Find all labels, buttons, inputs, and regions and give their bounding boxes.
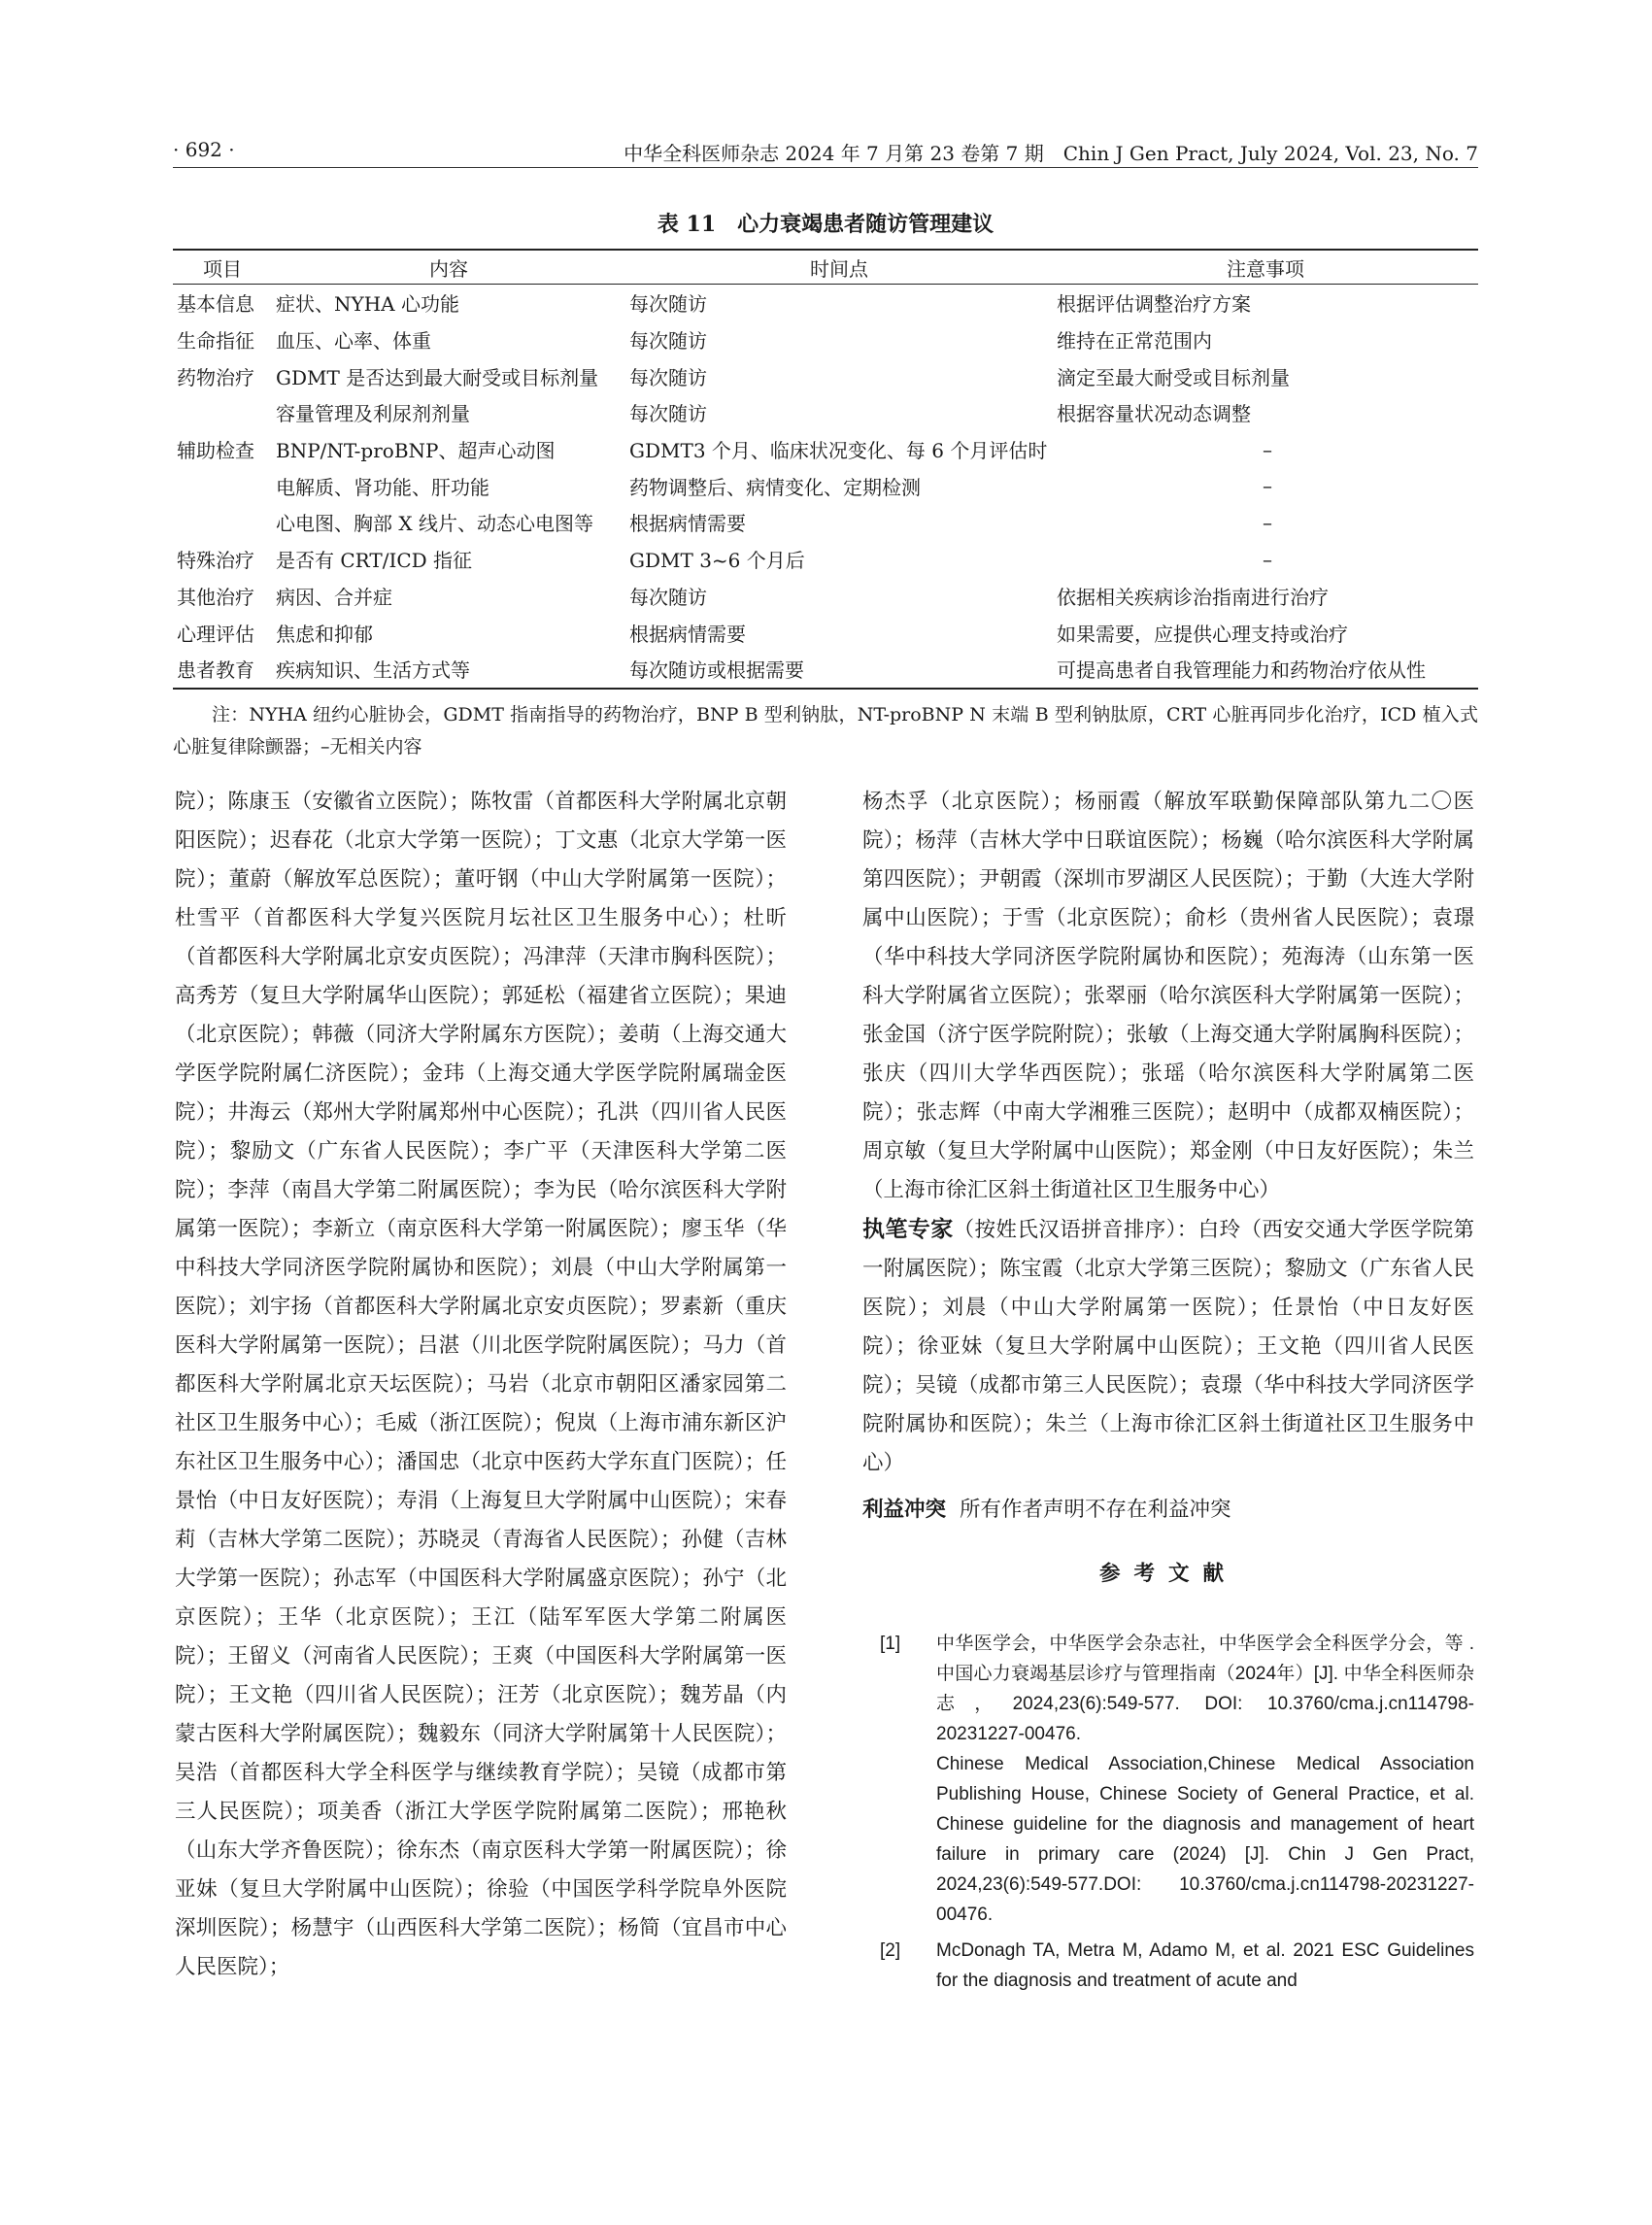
- conflict-statement: [862, 1491, 1474, 1530]
- table-cell-timepoint: 每次随访: [629, 292, 707, 317]
- table-cell-timepoint: 每次随访: [629, 365, 707, 389]
- table-cell-timepoint: 每次随访: [629, 402, 707, 426]
- column-header: 内容: [272, 250, 625, 285]
- table-cell-content: 血压、心率、体重: [276, 329, 431, 354]
- table-cell-content: 容量管理及利尿剂剂量: [276, 402, 470, 426]
- table-cell-notes: 维持在正常范围内: [1057, 329, 1212, 354]
- table-cell-item: 药物治疗: [177, 365, 254, 389]
- references-heading: 参考文献: [1098, 1562, 1237, 1586]
- author-list-text: 院）；陈康玉（安徽省立医院）；陈牧雷（首都医科大学附属北京朝阳医院）；迟春花（北京大学第一医院）；丁文惠（北京大学第一医院）；董蔚（解放军总医院）；董吁钢（中山大学附属第一医院）；杜雪平（首都医科大学复兴医院月坛社区卫生服务中心）；杜昕（首都医科大学附属北京安贞医院）；冯津萍（天津市胸科医院）；高秀芳（复旦大学附属华山医院）；郭延松（福建省立医院）；果迪（北京医院）；韩薇（同济大学附属东方医院）；姜萌（上海交通大学医学院附属仁济医院）；金玮（上海交通大学医学院附属瑞金医院）；井海云（郑州大学附属郑州中心医院）；孔洪（四川省人民医院）；黎励文（广东省人民医院）；李广平（天津医科大学第二医院）；李萍（南昌大学第二附属医院）；李为民（哈尔滨医科大学附属第一医院）；李新立（南京医科大学第一附属医院）；廖玉华（华中科技大学同济医学院附属协和医院）；刘晨（中山大学附属第一医院）；刘宇扬（首都医科大学附属北京安贞医院）；罗素新（重庆医科大学附属第一医院）；吕湛（川北医学院附属医院）；马力（首都医科大学附属北京天坛医院）；马岩（北京市朝阳区潘家园第二社区卫生服务中心）；毛威（浙江医院）；倪岚（上海市浦东新区沪东社区卫生服务中心）；潘国忠（北京中医药大学东直门医院）；任景怡（中日友好医院）；寿涓（上海复旦大学附属中山医院）；宋春莉（吉林大学第二医院）；苏晓灵（青海省人民医院）；孙健（吉林大学第一医院）；孙志军（中国医科大学附属盛京医院）；孙宁（北京医院）；王华（北京医院）；王江（陆军军医大学第二附属医院）；王留义（河南省人民医院）；王爽（中国医科大学附属第一医院）；王文艳（四川省人民医院）；汪芳（北京医院）；魏芳晶（内蒙古医科大学附属医院）；魏毅东（同济大学附属第十人民医院）；吴浩（首都医科大学全科医学与继续教育学院）；吴镜（成都市第三人民医院）；项美香（浙江大学医学院附属第二医院）；邢艳秋（山东大学齐鲁医院）；徐东杰（南京医科大学第一附属医院）；徐亚妹（复旦大学附属中山医院）；徐验（中国医学科学院阜外医院深圳医院）；杨慧宇（山西医科大学第二医院）；杨简（宜昌市中心人民医院）；: [175, 790, 787, 1979]
- reference-text-zh: 中华医学会，中华医学会杂志社，中华医学会全科医学分会，等 . 中国心力衰竭基层诊疗与管理指南（2024年）[J]. 中华全科医师杂志，2024,23(6):549-577. DOI: 10.3760/cma.j.cn114798-20231227-00476.: [936, 1634, 1474, 1744]
- table-cell-item: [173, 467, 272, 504]
- table-cell-item: 特殊治疗: [177, 549, 254, 573]
- table-cell-item: 辅助检查: [177, 439, 254, 463]
- table-cell-notes: 如果需要，应提供心理支持或治疗: [1057, 622, 1348, 646]
- table-cell-timepoint: 每次随访: [629, 329, 707, 354]
- right-column: [862, 783, 1474, 2002]
- conflict-text: 所有作者声明不存在利益冲突: [960, 1498, 1231, 1522]
- table-title: 表 11 心力衰竭患者随访管理建议: [657, 212, 995, 237]
- column-header: 时间点: [625, 250, 1053, 285]
- table-row: [173, 321, 1478, 358]
- table-cell-notes: –: [1263, 510, 1272, 534]
- reference-text-en: Chinese Medical Association,Chinese Medical Association Publishing House, Chinese Society of General Practice, et al. Chinese guideline for the diagnosis and management of heart failure in primary care (2024) [J]. Chin J Gen Pract, 2024,23(6):549-577.DOI: 10.3760/cma.j.cn114798-20231227-00476.: [936, 1754, 1474, 1925]
- table-cell-timepoint: GDMT 3~6 个月后: [629, 549, 805, 573]
- table-cell-timepoint: 药物调整后、病情变化、定期检测: [629, 475, 921, 499]
- column-header: 注意事项: [1053, 250, 1478, 285]
- table-note: 注：NYHA 纽约心脏协会，GDMT 指南指导的药物治疗，BNP B 型利钠肽，NT-proBNP N 末端 B 型利钠肽原，CRT 心脏再同步化治疗，ICD 植入式心脏复律除颤器；–无相关内容: [173, 704, 1478, 758]
- writers-heading: 执笔专家: [862, 1217, 954, 1242]
- table-cell-item: 心理评估: [177, 622, 254, 646]
- table-cell-item: [173, 394, 272, 431]
- table-cell-notes: 滴定至最大耐受或目标剂量: [1057, 365, 1290, 389]
- table-cell-item: 生命指征: [177, 329, 254, 354]
- table-cell-notes: 根据容量状况动态调整: [1057, 402, 1251, 426]
- table-row: [173, 504, 1478, 541]
- table-row: [173, 651, 1478, 689]
- table-cell-notes: 可提高患者自我管理能力和药物治疗依从性: [1057, 658, 1426, 683]
- table-cell-content: 症状、NYHA 心功能: [276, 292, 459, 317]
- table-cell-timepoint: 每次随访: [629, 585, 707, 609]
- table-cell-timepoint: 每次随访或根据需要: [629, 658, 804, 683]
- column-header: 项目: [173, 250, 272, 285]
- table-cell-content: 焦虑和抑郁: [276, 622, 373, 646]
- reference-list: [862, 1629, 1474, 1996]
- reference-item: [862, 1936, 1474, 1996]
- table-cell-content: 是否有 CRT/ICD 指征: [276, 549, 473, 573]
- table-cell-notes: –: [1263, 437, 1272, 461]
- table-row: [173, 394, 1478, 431]
- follow-up-table: [173, 249, 1478, 690]
- table-cell-content: BNP/NT-proBNP、超声心动图: [276, 439, 556, 463]
- writers-paragraph: [862, 1210, 1474, 1483]
- writers-body: （按姓氏汉语拼音排序）：白玲（西安交通大学医学院第一附属医院）；陈宝霞（北京大学第三医院）；黎励文（广东省人民医院）；刘晨（中山大学附属第一医院）；任景怡（中日友好医院）；徐亚妹（复旦大学附属中山医院）；王文艳（四川省人民医院）；吴镜（成都市第三人民医院）；袁璟（华中科技大学同济医学院附属协和医院）；朱兰（上海市徐汇区斜土街道社区卫生服务中心）: [862, 1218, 1474, 1475]
- reference-item: [862, 1629, 1474, 1930]
- table-cell-content: 病因、合并症: [276, 585, 392, 609]
- table-row: [173, 431, 1478, 468]
- journal-citation: 中华全科医师杂志 2024 年 7 月第 23 卷第 7 期 Chin J Gen Pract, July 2024, Vol. 23, No. 7: [624, 142, 1478, 165]
- table-cell-notes: 依据相关疾病诊治指南进行治疗: [1057, 585, 1329, 609]
- table-cell-content: GDMT 是否达到最大耐受或目标剂量: [276, 365, 599, 389]
- table-cell-item: 患者教育: [177, 658, 254, 683]
- left-column: [175, 783, 787, 1987]
- table-row: [173, 541, 1478, 578]
- table-cell-notes: –: [1263, 474, 1272, 498]
- table-cell-timepoint: GDMT3 个月、临床状况变化、每 6 个月评估时: [629, 439, 1048, 463]
- table-cell-content: 电解质、肾功能、肝功能: [276, 475, 489, 499]
- table-cell-item: [173, 504, 272, 541]
- page-number: · 692 ·: [173, 138, 235, 161]
- table-cell-item: 其他治疗: [177, 585, 254, 609]
- conflict-label: 利益冲突: [862, 1498, 947, 1522]
- table-cell-content: 疾病知识、生活方式等: [276, 658, 470, 683]
- table-cell-content: 心电图、胸部 X 线片、动态心电图等: [276, 512, 593, 536]
- reference-number: [2]: [880, 1940, 901, 1961]
- table-row: [173, 285, 1478, 321]
- table-cell-notes: –: [1263, 547, 1272, 571]
- table-row: [173, 578, 1478, 615]
- table-cell-item: 基本信息: [177, 292, 254, 317]
- running-header: [173, 138, 1478, 168]
- table-cell-timepoint: 根据病情需要: [629, 622, 746, 646]
- reference-text-en: McDonagh TA, Metra M, Adamo M, et al. 2021 ESC Guidelines for the diagnosis and treatment of acute and: [936, 1940, 1474, 1991]
- table-row: [173, 467, 1478, 504]
- table-cell-timepoint: 根据病情需要: [629, 512, 746, 536]
- reference-number: [1]: [880, 1634, 901, 1654]
- table-cell-notes: 根据评估调整治疗方案: [1057, 292, 1251, 317]
- author-list-continuation: 杨杰孚（北京医院）；杨丽霞（解放军联勤保障部队第九二〇医院）；杨萍（吉林大学中日联谊医院）；杨巍（哈尔滨医科大学附属第四医院）；尹朝霞（深圳市罗湖区人民医院）；于勤（大连大学附属中山医院）；于雪（北京医院）；俞杉（贵州省人民医院）；袁璟（华中科技大学同济医学院附属协和医院）；苑海涛（山东第一医科大学附属省立医院）；张翠丽（哈尔滨医科大学附属第一医院）；张金国（济宁医学院附院）；张敏（上海交通大学附属胸科医院）；张庆（四川大学华西医院）；张瑶（哈尔滨医科大学附属第二医院）；张志辉（中南大学湘雅三医院）；赵明中（成都双楠医院）；周京敏（复旦大学附属中山医院）；郑金刚（中日友好医院）；朱兰（上海市徐汇区斜土街道社区卫生服务中心）: [862, 790, 1474, 1202]
- table-row: [173, 357, 1478, 394]
- table-header-row: [173, 250, 1478, 285]
- table-row: [173, 614, 1478, 651]
